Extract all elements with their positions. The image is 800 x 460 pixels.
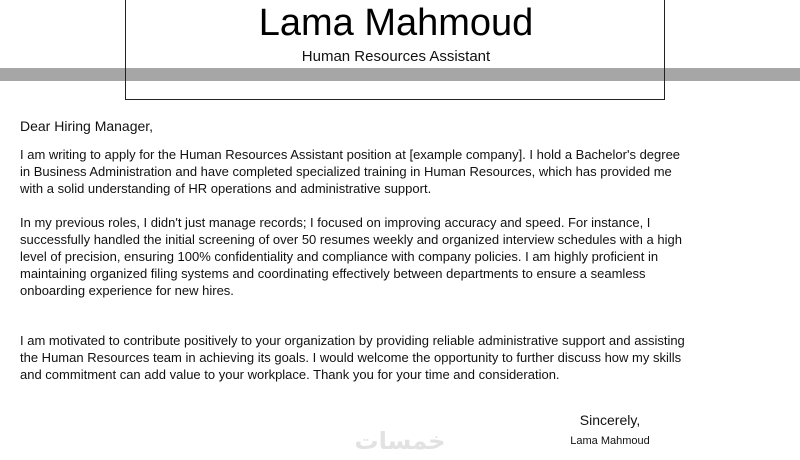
- signature-name: Lama Mahmoud: [570, 435, 650, 447]
- paragraph-motivation: I am motivated to contribute positively to your organization by providing reliable administrative support and assisting the Human Resources team in achieving its goals. I would welcome the opportunity to further discuss how my skills and commitment can add value to your workplace. Thank you for your time and consideration.: [20, 333, 685, 382]
- watermark-logo: [340, 425, 460, 457]
- paragraph-intro: I am writing to apply for the Human Resources Assistant position at [example company]. I hold a Bachelor's degree in Business Administration and have completed specialized training in Human Resources, which has provided me with a solid understanding of HR operations and administrative support.: [20, 147, 681, 196]
- salutation: Dear Hiring Manager,: [20, 118, 154, 134]
- applicant-job-title: Human Resources Assistant: [301, 48, 491, 65]
- applicant-name: Lama Mahmoud: [258, 2, 534, 44]
- closing: Sincerely,: [579, 412, 641, 428]
- watermark-text: خمسات: [354, 427, 446, 455]
- cover-letter-body: [20, 117, 692, 383]
- paragraph-experience: In my previous roles, I didn't just manage records; I focused on improving accuracy and speed. For instance, I successfully handled the initial screening of over 50 resumes weekly and organized interview schedules with a high level of precision, ensuring 100% confidentiality and compliance with company policies. I am highly proficient in maintaining organized filing systems and coordinating effectively between departments to ensure a seamless onboarding experience for new hires.: [20, 215, 682, 298]
